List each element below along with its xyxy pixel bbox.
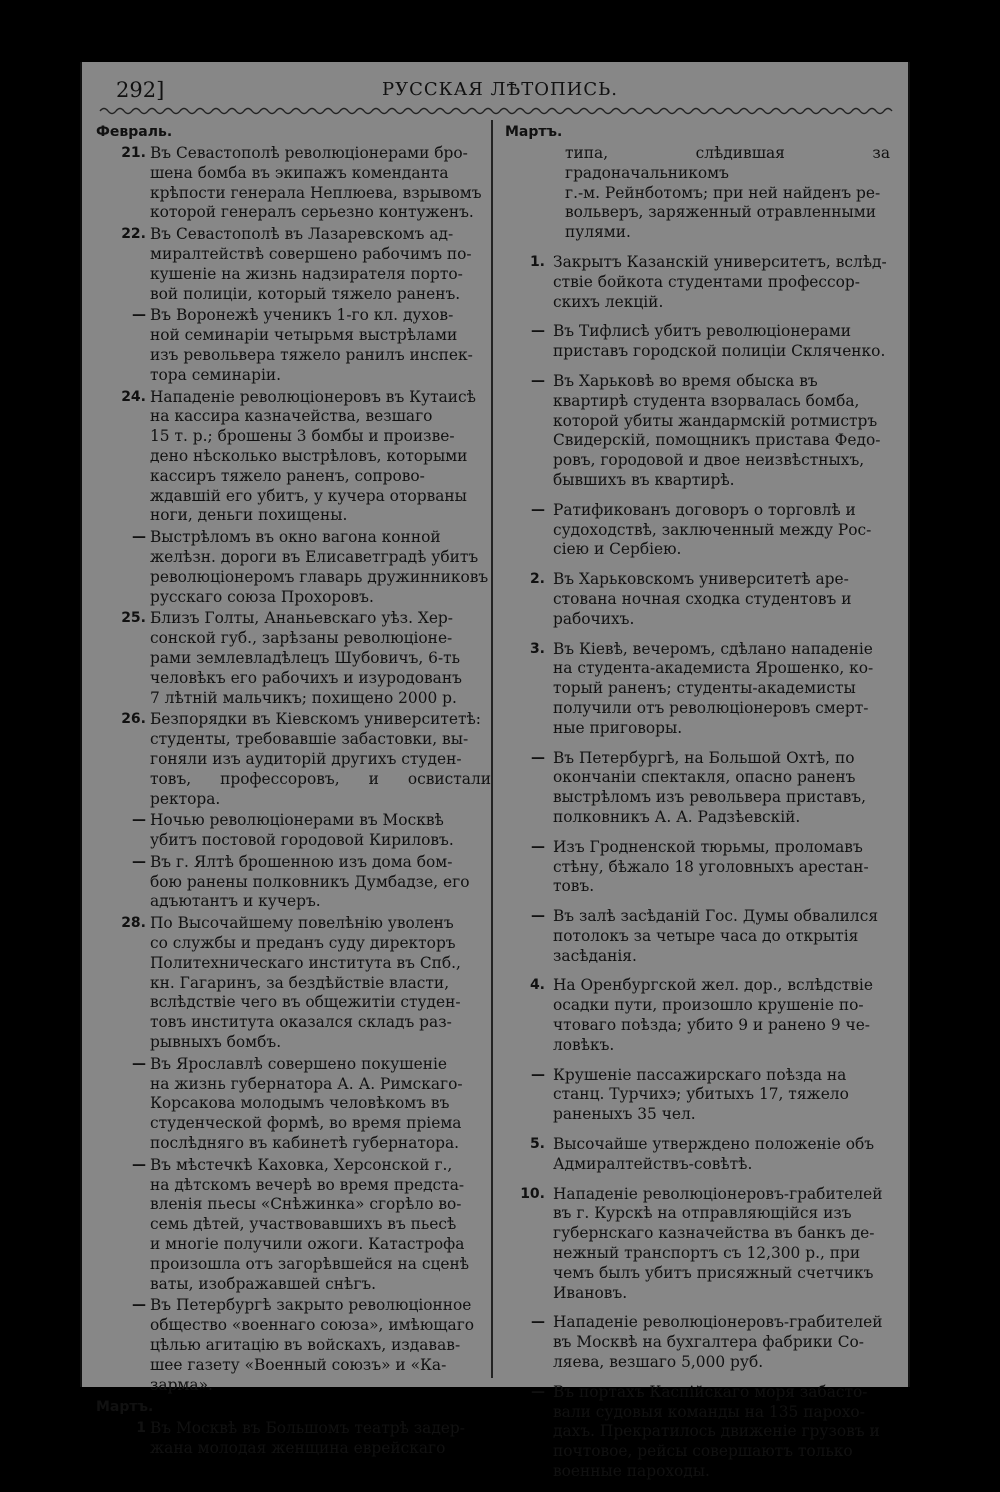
entry-text: Въ Петербургѣ, на Большой Охтѣ, по окончаніи спектакля, опасно раненъ выстрѣломъ изъ револьвера приставъ, полковникъ А. А. Радзѣевскій.: [553, 748, 866, 826]
chronicle-entry: [505, 1135, 890, 1175]
chronicle-entry: [96, 388, 491, 527]
chronicle-entry: [505, 1383, 890, 1482]
entry-text: Закрытъ Казанскій университетъ, вслѣд- ствіе бойкота студентами профессор- скихъ лекцій.: [553, 252, 887, 311]
entry-text: Выстрѣломъ въ окно вагона конной желѣзн. дороги въ Елисаветградѣ убитъ революціонеромъ главарь дружинниковъ русскаго союза Прохоровъ.: [150, 528, 489, 606]
entry-number: —: [531, 501, 545, 518]
chronicle-entry: [96, 914, 491, 1053]
chronicle-entry: [505, 976, 890, 1055]
entry-text: Близъ Голты, Ананьевскаго уѣз. Хер- сонской губ., зарѣзаны революціоне- рами землевладѣлецъ Шубовичъ, 6-ть человѣкъ его рабочихъ и изуродованъ 7 лѣтній мальчикъ; похищено 2000 р.: [150, 609, 462, 707]
chronicle-entry: [96, 1419, 491, 1459]
right-entries: [505, 253, 890, 1482]
left-column: [96, 120, 491, 1461]
entry-number: —: [531, 372, 545, 389]
entry-number: 21.: [121, 145, 146, 161]
entry-text: Въ г. Ялтѣ брошенною изъ дома бом- бою ранены полковникъ Думбадзе, его адъютантъ и кучеръ.: [150, 852, 470, 911]
entry-text: Въ мѣстечкѣ Каховка, Херсонской г., на дѣтскомъ вечерѣ во время предста- вленія пьесы «Снѣжинка» сгорѣло во- семь дѣтей, участвовавшихъ въ пьесѣ и многіе получили ожоги. Катастрофа произошла отъ загорѣвшейся на сценѣ ваты, изображавшей снѣгъ.: [150, 1155, 469, 1293]
chronicle-entry: [96, 225, 491, 304]
column-divider: [491, 120, 493, 1378]
chronicle-entry: [505, 838, 890, 897]
right-column: [505, 120, 890, 1492]
chronicle-entry: [96, 306, 491, 385]
entry-text: Изъ Гродненской тюрьмы, проломавъ стѣну, бѣжало 18 уголовныхъ арестан- товъ.: [553, 837, 869, 896]
entry-number: —: [132, 307, 146, 324]
entry-text: Высочайше утверждено положеніе объ Адмиралтействъ-совѣтѣ.: [553, 1135, 875, 1173]
entry-number: 4.: [529, 977, 545, 994]
month-heading-march: Мартъ.: [505, 124, 563, 140]
entry-text: Въ Москвѣ въ Большомъ театрѣ задер- жана молодая женщина еврейскаго: [150, 1419, 465, 1458]
month-heading-march: Мартъ.: [96, 1399, 154, 1416]
chronicle-entry: [505, 322, 890, 362]
chronicle-entry: [505, 372, 890, 491]
entry-number: 3.: [529, 640, 545, 657]
entry-text: На Оренбургской жел. дор., вслѣдствіе осадки пути, произошло крушеніе по- чтоваго поѣзда; убито 9 и ранено 9 че- ловѣкъ.: [553, 976, 873, 1054]
entry-number: —: [531, 1066, 545, 1083]
entry-text: Въ Кіевѣ, вечеромъ, сдѣлано нападеніе на студента-академиста Ярошенко, ко- торый раненъ; студенты-академисты получили отъ революціонеровъ смерт- ные приговоры.: [553, 639, 874, 737]
entry-text: типа, слѣдившая за градоначальникомъ г.-м. Рейнботомъ; при ней найденъ ре- вольверъ, заряженный отравленными пулями.: [565, 144, 890, 242]
entry-number: 24.: [121, 388, 146, 405]
chronicle-entry: [505, 253, 890, 312]
running-title: РУССКАЯ ЛѢТОПИСЬ.: [382, 79, 618, 100]
entry-number: —: [132, 1055, 146, 1072]
entry-number: —: [531, 749, 545, 766]
chronicle-entry: [505, 907, 890, 966]
chronicle-entry: [96, 528, 491, 607]
left-entries: [96, 144, 491, 1395]
chronicle-entry: [96, 1296, 491, 1395]
chronicle-entry: [96, 1156, 491, 1295]
entry-text: Въ Севастополѣ въ Лазаревскомъ ад- миралтействѣ совершено рабочимъ по- кушеніе на жизнь надзирателя портo- вой полиціи, который тяжело раненъ.: [150, 225, 472, 303]
entry-number: —: [132, 1297, 146, 1314]
entry-text: Въ Харьковѣ во время обыска въ квартирѣ студента взорвалась бомба, которой убиты жандармскій ротмистръ Свидерскій, помощникъ пристава Федо- ровъ, городовой и двое неизвѣстныхъ, бывшихъ въ квартирѣ.: [553, 371, 881, 489]
chronicle-entry: [505, 1066, 890, 1125]
entry-number: 1.: [529, 253, 545, 270]
wavy-rule: [100, 106, 890, 116]
entry-text: Ратификованъ договоръ о торговлѣ и судоходствѣ, заключенный между Рос- сіею и Сербіею.: [553, 500, 872, 559]
entry-number: —: [132, 529, 146, 546]
entry-text: По Высочайшему повелѣнію уволенъ со службы и преданъ суду директоръ Политехническаго института въ Спб., кн. Гагаринъ, за бездѣйствіе власти, вслѣдствіе чего въ общежитіи студен- товъ института оказался складъ раз- рывныхъ бомбъ.: [150, 914, 461, 1052]
entry-text: Нападеніе революціонеровъ-грабителей въ Москвѣ на бухгалтера фабрики Со- ляева, везшаго 5,000 руб.: [553, 1313, 883, 1372]
entry-number: 10.: [520, 1185, 545, 1202]
chronicle-entry: [505, 749, 890, 828]
entry-text: Нападеніе революціонеровъ-грабителей въ г. Курскѣ на отправляющійся изъ губернскаго казначейства въ банкъ де- нежный транспортъ съ 12,300 р., при чемъ былъ убитъ присяжный счетчикъ Ивановъ.: [553, 1184, 883, 1302]
page-number: 292]: [116, 78, 165, 102]
entry-number: 2.: [529, 571, 545, 588]
chronicle-entry: [96, 853, 491, 912]
entry-text: Въ Севастополѣ революціонерами бро- шена бомба въ экипажъ коменданта крѣпости генерала Неплюева, взрывомъ которой генералъ серьезно контуженъ.: [150, 144, 482, 222]
entry-text: Безпорядки въ Кіевскомъ университетѣ: студенты, требовавшіе забастовки, вы- гоняли изъ аудиторій другихъ студен- товъ, профессоровъ, и освистали ректора.: [150, 710, 491, 808]
entry-number: —: [132, 853, 146, 870]
entry-number: 26.: [121, 711, 146, 728]
entry-text: Нападеніе революціонеровъ въ Кутаисѣ на кассира казначейства, везшаго 15 т. р.; брошены 3 бомбы и произве- дено нѣсколько выстрѣловъ, которыми кассиръ тяжело раненъ, сопрово- ждавшій его убитъ, у кучера оторваны ноги, деньги похищены.: [150, 387, 476, 525]
entry-text: Въ залѣ засѣданій Гос. Думы обвалился потолокъ за четыре часа до открытія засѣданія.: [553, 907, 879, 965]
entry-text: Въ Ярославлѣ совершено покушеніе на жизнь губернатора А. А. Римскаго- Корсакова молодымъ человѣкомъ въ студенческой формѣ, во время пріема послѣдняго въ кабинетѣ губернатора.: [150, 1054, 463, 1153]
chronicle-entry: [505, 640, 890, 739]
entry-text: Въ Харьковскомъ университетѣ аре- стована ночная сходка студентовъ и рабочихъ.: [553, 570, 852, 628]
chronicle-entry: [505, 1185, 890, 1304]
entry-number: 22.: [121, 226, 146, 243]
month-heading-february: Февраль.: [96, 124, 173, 140]
chronicle-entry: [505, 1313, 890, 1372]
chronicle-entry: [505, 570, 890, 629]
chronicle-entry: [96, 609, 491, 708]
entry-number: —: [531, 1314, 545, 1331]
book-page: [80, 62, 910, 1481]
entry-text: Ночью революціонерами въ Москвѣ убитъ постовой городовой Кириловъ.: [150, 811, 454, 850]
chronicle-entry: [96, 144, 491, 223]
chronicle-entry: [505, 501, 890, 560]
entry-number: —: [132, 1156, 146, 1173]
entry-text: Крушеніе пассажирскаго поѣзда на станц. Турчихэ; убитыхъ 17, тяжело раненыхъ 35 чел.: [553, 1065, 849, 1124]
entry-number: —: [531, 323, 545, 340]
chronicle-entry: [96, 1055, 491, 1154]
entry-number: 5.: [529, 1136, 545, 1153]
page-header: [82, 62, 908, 124]
entry-number: —: [132, 812, 146, 829]
entry-number: —: [531, 1383, 545, 1400]
entry-text: Въ Петербургѣ закрыто революціонное общество «военнаго союза», имѣющаго цѣлью агитацію въ войскахъ, издавав- шее газету «Военный союзъ» и «Ка- зарма».: [150, 1296, 475, 1394]
entry-number: —: [531, 908, 545, 925]
chronicle-entry: [96, 710, 491, 809]
entry-number: 1: [136, 1420, 146, 1437]
entry-text: Въ портахъ Каспійскаго моря забасто- вали судовыя команды на 135 парохо- дахъ. Прекратилось движеніе грузовъ и почтовое, рейсы совершаютъ только военные пароходы.: [553, 1382, 880, 1481]
entry-text: Въ Тифлисѣ убитъ революціонерами приставъ городской полиціи Скляченко.: [553, 322, 886, 361]
chronicle-entry: [96, 811, 491, 851]
entry-text: Въ Воронежѣ ученикъ 1-го кл. духов- ной семинаріи четырьмя выстрѣлами изъ револьвера тяжело ранилъ инспек- тора семинаріи.: [150, 306, 473, 384]
entry-number: 25.: [121, 610, 146, 627]
continued-entry: [505, 144, 890, 243]
entry-number: —: [531, 838, 545, 855]
entry-number: 28.: [121, 915, 146, 932]
